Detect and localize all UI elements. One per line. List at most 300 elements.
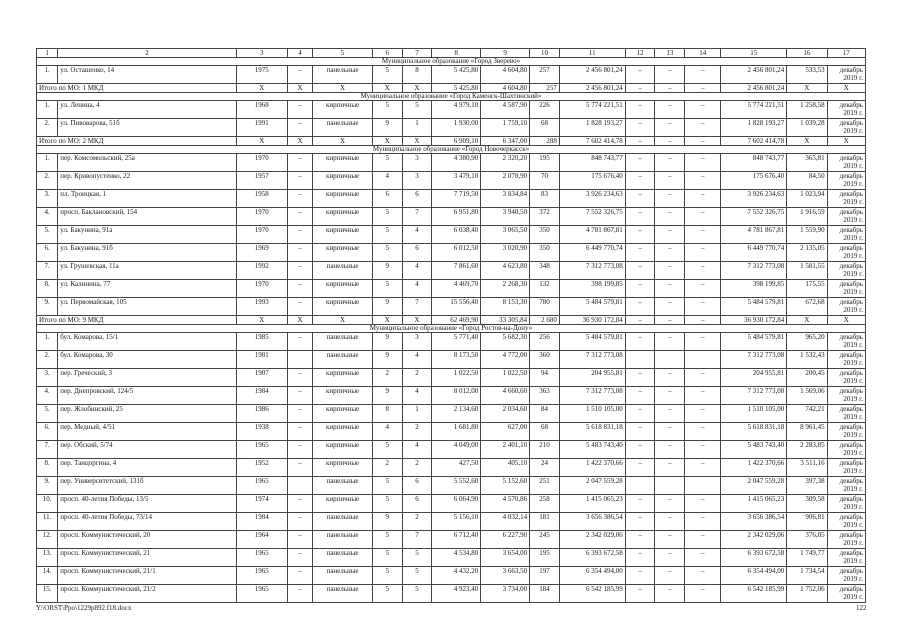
table-cell: 1.: [37, 66, 58, 84]
table-row: [37, 405, 866, 423]
table-cell: 7 719,50: [432, 190, 481, 208]
table-cell: просп. 40-летия Победы, 13/5: [58, 495, 237, 513]
total-cell: Итого по МО: 1 МКД: [37, 84, 237, 93]
table-cell: 2 456 801,24: [559, 66, 625, 84]
table-cell: декабрь 2019 г.: [827, 226, 865, 244]
total-cell: 6 347,00: [481, 137, 530, 146]
table-row: [37, 441, 866, 459]
table-cell: 1 415 065,23: [559, 495, 625, 513]
table-cell: 195: [530, 549, 560, 567]
table-cell: 848 743,77: [559, 154, 625, 172]
table-cell: декабрь 2019 г.: [827, 387, 865, 405]
table-cell: 4 570,86: [481, 495, 530, 513]
table-cell: 94: [530, 369, 560, 387]
table-cell: 1992: [236, 262, 287, 280]
table-cell: ул. Пивоварова, 51б: [58, 119, 237, 137]
table-cell: 184: [530, 585, 560, 603]
total-cell: 62 469,90: [432, 316, 481, 325]
table-cell: 3 654,00: [481, 549, 530, 567]
table-cell: 1 559,90: [787, 226, 827, 244]
table-cell: ул. Грушевская, 11а: [58, 262, 237, 280]
table-cell: 4.: [37, 208, 58, 226]
total-cell: –: [685, 316, 721, 325]
table-cell: 6: [402, 495, 432, 513]
table-cell: 2.: [37, 351, 58, 369]
total-cell: –: [625, 137, 655, 146]
table-cell: –: [287, 262, 313, 280]
table-cell: декабрь 2019 г.: [827, 369, 865, 387]
table-cell: 15.: [37, 585, 58, 603]
table-cell: 7 552 326,75: [559, 208, 625, 226]
table-cell: –: [287, 531, 313, 549]
table-cell: 5: [372, 101, 402, 119]
table-cell: 5 483 743,40: [559, 441, 625, 459]
table-cell: 3 734,00: [481, 585, 530, 603]
table-cell: 195: [530, 154, 560, 172]
table-cell: 9.: [37, 298, 58, 316]
table-cell: –: [685, 531, 721, 549]
table-cell: 1.: [37, 154, 58, 172]
section-title: Муниципальное образование «Город Каменск-Шахтинский»: [37, 93, 866, 101]
table-cell: 4 380,90: [432, 154, 481, 172]
table-cell: 1993: [236, 298, 287, 316]
table-cell: 309,58: [787, 495, 827, 513]
table-cell: –: [655, 369, 685, 387]
table-cell: просп. Коммунистический, 20: [58, 531, 237, 549]
table-cell: 5 682,30: [481, 333, 530, 351]
table-cell: 1 681,80: [432, 423, 481, 441]
header-cell: 6: [372, 49, 402, 58]
table-row: [37, 190, 866, 208]
table-cell: –: [625, 441, 655, 459]
table-cell: 4 049,00: [432, 441, 481, 459]
table-cell: 5 774 221,51: [721, 101, 787, 119]
header-cell: 14: [685, 49, 721, 58]
table-cell: 6 542 185,99: [721, 585, 787, 603]
table-cell: декабрь 2019 г.: [827, 298, 865, 316]
table-cell: 9: [372, 513, 402, 531]
table-cell: ул. Первомайская, 105: [58, 298, 237, 316]
table-cell: 2.: [37, 172, 58, 190]
table-cell: –: [685, 495, 721, 513]
table-cell: 5 484 579,81: [721, 333, 787, 351]
table-cell: 9: [372, 351, 402, 369]
table-cell: 350: [530, 244, 560, 262]
table-cell: –: [287, 423, 313, 441]
table-cell: –: [655, 387, 685, 405]
table-cell: –: [685, 549, 721, 567]
table-cell: декабрь 2019 г.: [827, 66, 865, 84]
table-cell: 9: [372, 119, 402, 137]
table-cell: 5: [372, 154, 402, 172]
table-cell: 6: [402, 477, 432, 495]
table-cell: 1 510 105,00: [559, 405, 625, 423]
table-cell: пер. Медный, 4/51: [58, 423, 237, 441]
table-cell: 4: [402, 280, 432, 298]
total-cell: 7 602 414,78: [721, 137, 787, 146]
table-cell: 11.: [37, 513, 58, 531]
table-cell: 5 156,10: [432, 513, 481, 531]
table-cell: –: [287, 369, 313, 387]
header-cell: 12: [625, 49, 655, 58]
header-cell: 5: [313, 49, 373, 58]
table-cell: 9: [372, 333, 402, 351]
table-cell: 5 774 221,51: [559, 101, 625, 119]
table-cell: 8 173,50: [432, 351, 481, 369]
table-cell: кирпичные: [313, 405, 373, 423]
table-row: [37, 585, 866, 603]
table-cell: –: [655, 513, 685, 531]
table-cell: просп. Коммунистический, 21: [58, 549, 237, 567]
table-cell: –: [625, 333, 655, 351]
table-cell: кирпичные: [313, 154, 373, 172]
table-cell: 6: [372, 190, 402, 208]
table-cell: –: [625, 459, 655, 477]
header-cell: 17: [827, 49, 865, 58]
header-cell: 1: [37, 49, 58, 58]
table-row: [37, 208, 866, 226]
table-cell: [685, 351, 721, 369]
total-cell: –: [625, 316, 655, 325]
table-cell: 1 422 370,66: [559, 459, 625, 477]
table-cell: 1965: [236, 477, 287, 495]
table-cell: 2 283,85: [787, 441, 827, 459]
table-cell: 6 354 494,00: [559, 567, 625, 585]
total-cell: –: [655, 84, 685, 93]
table-cell: 5 618 831,18: [559, 423, 625, 441]
total-cell: 2 456 801,24: [721, 84, 787, 93]
table-cell: 8 153,30: [481, 298, 530, 316]
table-cell: 7 312 773,08: [559, 262, 625, 280]
table-cell: 2: [372, 369, 402, 387]
table-cell: –: [625, 208, 655, 226]
table-cell: –: [685, 387, 721, 405]
table-cell: кирпичные: [313, 172, 373, 190]
table-cell: 5 483 743,40: [721, 441, 787, 459]
table-cell: –: [625, 172, 655, 190]
table-cell: 6.: [37, 244, 58, 262]
table-cell: 83: [530, 190, 560, 208]
table-cell: панельные: [313, 585, 373, 603]
total-cell: –: [685, 84, 721, 93]
table-cell: 1991: [236, 119, 287, 137]
table-cell: 8.: [37, 459, 58, 477]
table-cell: кирпичные: [313, 190, 373, 208]
total-row: [37, 316, 866, 325]
table-cell: 1 569,06: [787, 387, 827, 405]
table-cell: –: [655, 262, 685, 280]
table-cell: 1 258,58: [787, 101, 827, 119]
table-row: [37, 66, 866, 84]
table-cell: 258: [530, 495, 560, 513]
table-cell: 7: [402, 208, 432, 226]
table-cell: [287, 477, 313, 495]
table-cell: [625, 351, 655, 369]
table-cell: 2 456 801,24: [721, 66, 787, 84]
table-cell: 245: [530, 531, 560, 549]
table-row: [37, 423, 866, 441]
table-cell: 2 268,30: [481, 280, 530, 298]
table-cell: 9: [372, 298, 402, 316]
header-cell: 10: [530, 49, 560, 58]
table-cell: пер. Университетский, 131б: [58, 477, 237, 495]
table-cell: 4: [402, 351, 432, 369]
table-cell: 1985: [236, 333, 287, 351]
table-cell: –: [287, 280, 313, 298]
table-cell: 1975: [236, 66, 287, 84]
table-cell: 348: [530, 262, 560, 280]
table-cell: 1984: [236, 387, 287, 405]
table-cell: 2 401,10: [481, 441, 530, 459]
table-cell: 1965: [236, 441, 287, 459]
table-cell: 1 581,55: [787, 262, 827, 280]
table-cell: панельные: [313, 351, 373, 369]
table-cell: декабрь 2019 г.: [827, 585, 865, 603]
table-cell: 256: [530, 333, 560, 351]
table-cell: –: [287, 567, 313, 585]
table-cell: –: [685, 172, 721, 190]
table-cell: 1986: [236, 405, 287, 423]
table-cell: кирпичные: [313, 101, 373, 119]
header-cell: 8: [432, 49, 481, 58]
table-cell: декабрь 2019 г.: [827, 333, 865, 351]
header-cell: 7: [402, 49, 432, 58]
table-cell: –: [287, 154, 313, 172]
table-cell: 6 012,50: [432, 244, 481, 262]
table-cell: 1 930,00: [432, 119, 481, 137]
table-cell: –: [287, 333, 313, 351]
table-cell: декабрь 2019 г.: [827, 172, 865, 190]
table-cell: просп. Коммунистический, 21/1: [58, 567, 237, 585]
table-cell: 6 354 494,00: [721, 567, 787, 585]
table-cell: –: [625, 66, 655, 84]
table-cell: –: [655, 208, 685, 226]
table-cell: декабрь 2019 г.: [827, 441, 865, 459]
header-cell: 3: [236, 49, 287, 58]
table-cell: ул. Бакунина, 91а: [58, 226, 237, 244]
table-cell: –: [625, 262, 655, 280]
table-cell: –: [625, 226, 655, 244]
table-cell: 1 916,59: [787, 208, 827, 226]
total-cell: –: [685, 137, 721, 146]
table-cell: 4 923,40: [432, 585, 481, 603]
table-cell: 372: [530, 208, 560, 226]
table-cell: –: [625, 495, 655, 513]
table-cell: 175 676,40: [559, 172, 625, 190]
table-cell: 906,81: [787, 513, 827, 531]
table-cell: бул. Комарова, 15/1: [58, 333, 237, 351]
table-cell: 4: [402, 262, 432, 280]
total-cell: 7 602 414,78: [559, 137, 625, 146]
table-cell: –: [287, 549, 313, 567]
table-cell: –: [655, 495, 685, 513]
table-cell: 3 663,50: [481, 567, 530, 585]
table-cell: ул. Ленина, 4: [58, 101, 237, 119]
table-cell: [685, 477, 721, 495]
table-cell: 1 023,94: [787, 190, 827, 208]
table-cell: 2 342 029,06: [721, 531, 787, 549]
table-cell: 2 342 029,06: [559, 531, 625, 549]
table-cell: 427,50: [432, 459, 481, 477]
table-cell: 175 676,40: [721, 172, 787, 190]
table-cell: декабрь 2019 г.: [827, 351, 865, 369]
table-cell: –: [655, 244, 685, 262]
table-cell: пер. Днепровский, 124/5: [58, 387, 237, 405]
table-cell: декабрь 2019 г.: [827, 208, 865, 226]
table-cell: 4 534,80: [432, 549, 481, 567]
table-cell: 1 532,43: [787, 351, 827, 369]
table-cell: декабрь 2019 г.: [827, 549, 865, 567]
total-row: [37, 137, 866, 146]
table-cell: –: [685, 405, 721, 423]
table-cell: декабрь 2019 г.: [827, 262, 865, 280]
table-cell: –: [685, 66, 721, 84]
section-title: Муниципальное образование «Город Новочеркасск»: [37, 146, 866, 154]
table-cell: декабрь 2019 г.: [827, 101, 865, 119]
header-cell: 13: [655, 49, 685, 58]
table-cell: 4 781 867,81: [721, 226, 787, 244]
table-cell: декабрь 2019 г.: [827, 154, 865, 172]
table-cell: –: [685, 423, 721, 441]
table-cell: –: [287, 387, 313, 405]
table-row: [37, 333, 866, 351]
table-cell: 8 012,00: [432, 387, 481, 405]
table-cell: 7.: [37, 441, 58, 459]
table-cell: 5: [372, 66, 402, 84]
table-cell: 200,45: [787, 369, 827, 387]
table-cell: 5: [402, 549, 432, 567]
total-cell: X: [372, 84, 402, 93]
table-cell: –: [655, 549, 685, 567]
table-row: [37, 567, 866, 585]
total-cell: X: [313, 316, 373, 325]
table-cell: –: [685, 567, 721, 585]
total-cell: X: [236, 316, 287, 325]
table-cell: 8: [372, 405, 402, 423]
table-cell: 5 552,60: [432, 477, 481, 495]
table-cell: 3 065,50: [481, 226, 530, 244]
table-cell: 7 312 773,08: [559, 387, 625, 405]
table-cell: 6 393 672,58: [721, 549, 787, 567]
table-cell: 6 393 672,58: [559, 549, 625, 567]
table-row: [37, 369, 866, 387]
total-cell: X: [402, 84, 432, 93]
table-cell: 376,05: [787, 531, 827, 549]
table-row: [37, 244, 866, 262]
table-cell: 4 432,20: [432, 567, 481, 585]
total-cell: X: [287, 316, 313, 325]
table-cell: –: [625, 423, 655, 441]
table-cell: 1 828 193,27: [721, 119, 787, 137]
table-cell: 3: [402, 333, 432, 351]
table-cell: 5 425,80: [432, 66, 481, 84]
table-cell: 780: [530, 298, 560, 316]
table-cell: –: [685, 441, 721, 459]
table-cell: –: [655, 119, 685, 137]
total-cell: 288: [530, 137, 560, 146]
table-cell: 1.: [37, 101, 58, 119]
table-cell: декабрь 2019 г.: [827, 567, 865, 585]
table-cell: пер. Обский, 5/74: [58, 441, 237, 459]
table-cell: 4 469,70: [432, 280, 481, 298]
table-cell: декабрь 2019 г.: [827, 405, 865, 423]
table-cell: 1958: [236, 190, 287, 208]
table-cell: –: [655, 459, 685, 477]
table-cell: 1 749,77: [787, 549, 827, 567]
table-cell: –: [625, 405, 655, 423]
total-cell: X: [287, 84, 313, 93]
table-cell: 5: [372, 531, 402, 549]
table-cell: 4 604,80: [481, 66, 530, 84]
table-cell: –: [625, 369, 655, 387]
table-cell: –: [685, 585, 721, 603]
total-cell: 5 425,80: [432, 84, 481, 93]
table-cell: 5.: [37, 226, 58, 244]
table-cell: 12.: [37, 531, 58, 549]
table-cell: кирпичные: [313, 495, 373, 513]
table-cell: декабрь 2019 г.: [827, 244, 865, 262]
total-cell: X: [827, 137, 865, 146]
total-cell: X: [313, 84, 373, 93]
table-cell: 2 135,05: [787, 244, 827, 262]
table-cell: 2 078,90: [481, 172, 530, 190]
header-cell: 9: [481, 49, 530, 58]
table-cell: –: [625, 244, 655, 262]
table-cell: 3 656 386,54: [721, 513, 787, 531]
table-cell: –: [655, 333, 685, 351]
table-cell: 848 743,77: [721, 154, 787, 172]
table-cell: 5 484 579,81: [559, 333, 625, 351]
table-cell: –: [655, 280, 685, 298]
table-cell: 13.: [37, 549, 58, 567]
table-cell: –: [287, 513, 313, 531]
table-cell: бул. Комарова, 30: [58, 351, 237, 369]
table-cell: 9: [372, 387, 402, 405]
table-cell: декабрь 2019 г.: [827, 423, 865, 441]
table-cell: –: [655, 298, 685, 316]
section-title-row: [37, 146, 866, 154]
table-cell: –: [685, 101, 721, 119]
section-title: Муниципальное образование «Город Зверево»: [37, 58, 866, 66]
table-cell: 4 032,14: [481, 513, 530, 531]
table-cell: –: [655, 172, 685, 190]
table-cell: просп. Баклановский, 154: [58, 208, 237, 226]
total-cell: –: [655, 137, 685, 146]
table-cell: пер. Танцоргина, 4: [58, 459, 237, 477]
table-cell: 70: [530, 172, 560, 190]
table-cell: –: [287, 101, 313, 119]
total-cell: X: [236, 137, 287, 146]
table-cell: [287, 351, 313, 369]
table-cell: кирпичные: [313, 280, 373, 298]
table-cell: 3: [402, 172, 432, 190]
table-cell: просп. 40-летия Победы, 73/14: [58, 513, 237, 531]
table-cell: 2 134,60: [432, 405, 481, 423]
total-cell: 6 909,10: [432, 137, 481, 146]
table-cell: 5: [402, 567, 432, 585]
table-row: [37, 549, 866, 567]
footer-page-number: 122: [856, 604, 867, 612]
table-cell: 3 926 234,63: [721, 190, 787, 208]
table-row: [37, 351, 866, 369]
table-cell: 5: [372, 549, 402, 567]
housing-table: [36, 48, 866, 603]
table-cell: 8: [402, 66, 432, 84]
total-cell: 36 930 172,84: [559, 316, 625, 325]
table-cell: 1 422 370,66: [721, 459, 787, 477]
total-cell: X: [236, 84, 287, 93]
total-cell: X: [827, 84, 865, 93]
